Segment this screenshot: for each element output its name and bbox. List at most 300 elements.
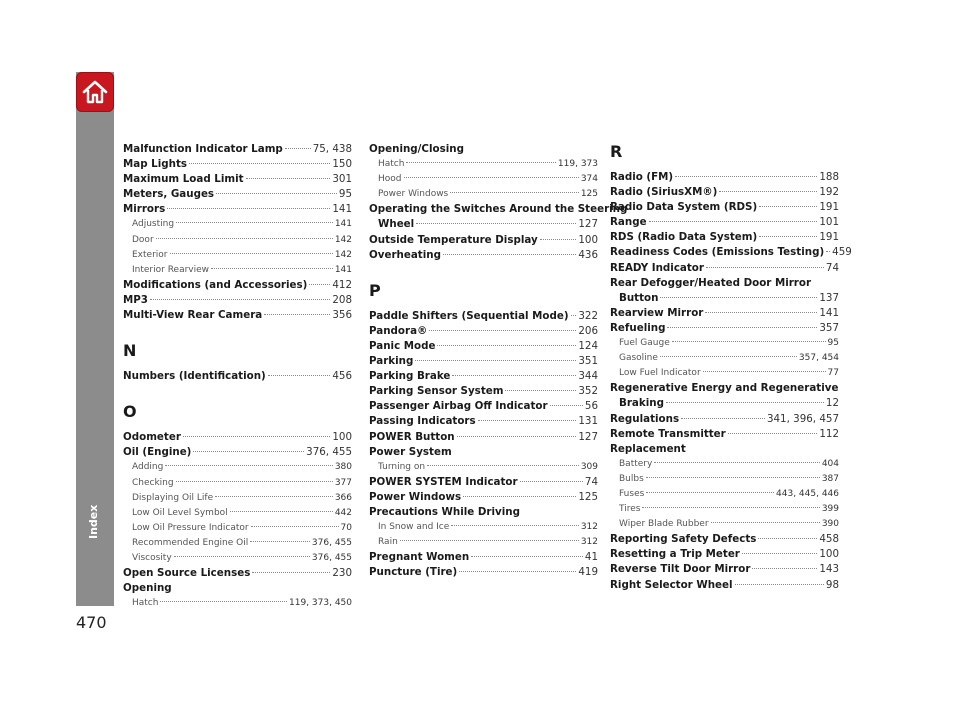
entry-title: Power Windows [378,189,449,200]
entry-title: Multi-View Rear Camera [123,309,263,322]
entry-title: Wiper Blade Rubber [619,519,709,530]
dot-leader [719,191,817,192]
entry-title: Turning on [378,461,426,472]
entry-title: Numbers (Identification) [123,370,266,383]
entry-pages[interactable]: 100 [819,548,839,561]
dot-leader [478,420,577,421]
index-entry[interactable] [369,354,598,369]
entry-pages[interactable]: 74 [584,475,598,488]
dot-leader [735,584,824,585]
entry-pages[interactable]: 376, 455 [306,446,352,459]
dot-leader [666,402,824,403]
index-subentry[interactable] [123,506,352,521]
entry-pages[interactable]: 191 [819,231,839,244]
index-entry[interactable] [610,306,839,321]
entry-pages[interactable]: 142 [334,234,352,245]
dot-leader [452,375,576,376]
dot-leader [654,462,820,463]
dot-leader [230,511,333,512]
entry-pages[interactable]: 125 [580,189,598,200]
entry-title: POWER Button [369,430,455,443]
entry-continuation [610,396,839,411]
index-entry[interactable] [610,200,839,215]
index-subentry[interactable] [123,460,352,475]
dot-leader [443,254,576,255]
dot-leader [211,268,333,269]
entry-pages[interactable]: 141 [819,306,839,319]
dot-leader [672,341,826,342]
entry-title: Hood [378,174,402,185]
entry-group [369,309,598,445]
index-heading: Precautions While Driving [369,505,520,518]
index-entry[interactable] [369,369,598,384]
dot-leader [505,390,576,391]
entry-pages[interactable]: 137 [819,291,839,304]
dot-leader [649,221,818,222]
entry-title: Readiness Codes (Emissions Testing) [610,246,825,259]
index-subentry[interactable] [123,263,352,278]
index-entry[interactable] [610,185,839,200]
entry-pages[interactable]: 301 [332,173,352,186]
dot-leader [246,178,331,179]
entry-pages[interactable]: 192 [819,186,839,199]
entry-title: RDS (Radio Data System) [610,231,758,244]
dot-leader [450,192,579,193]
entry-pages[interactable]: 230 [332,567,352,580]
entry-pages[interactable]: 208 [332,293,352,306]
entry-pages[interactable]: 399 [821,504,839,515]
index-subentry[interactable] [369,187,598,202]
entry-pages[interactable]: 100 [578,233,598,246]
index-entry[interactable] [610,412,839,427]
index-entry[interactable] [123,187,352,202]
index-entry[interactable] [610,215,839,230]
dot-leader [703,371,826,372]
dot-leader [711,522,820,523]
index-subentry[interactable] [610,351,839,366]
entry-pages[interactable]: 380 [334,462,352,473]
entry-group [610,170,852,276]
entry-pages[interactable]: 352 [578,385,598,398]
entry-title: Malfunction Indicator Lamp [123,143,283,155]
index-heading: Operating the Switches Around the Steering [369,203,628,216]
entry-title: Meters, Gauges [123,188,215,201]
entry-pages[interactable]: 387 [821,473,839,484]
dot-leader [826,251,830,252]
index-subentry[interactable] [123,476,352,491]
entry-title: Range [610,216,647,229]
entry-pages[interactable]: 419 [578,566,598,579]
index-entry[interactable] [123,566,352,581]
section-letter: P [369,280,381,300]
entry-title: Exterior [132,249,168,260]
entry-pages[interactable]: 458 [819,533,839,546]
entry-pages[interactable]: 312 [580,537,598,548]
dot-leader [160,601,287,602]
dot-leader [759,236,817,237]
entry-pages[interactable]: 150 [332,158,352,171]
entry-continuation [610,291,839,306]
entry-pages[interactable]: 142 [334,249,352,260]
index-entry[interactable] [369,565,598,580]
entry-pages[interactable]: 131 [578,415,598,428]
dot-leader [404,177,579,178]
index-subentry[interactable] [123,217,352,232]
entry-group [610,532,839,592]
entry-pages[interactable]: 374 [580,174,598,185]
index-entry[interactable] [610,547,839,562]
index-entry[interactable] [610,562,839,577]
entry-pages[interactable]: 436 [578,248,598,261]
entry-group [123,369,352,384]
entry-pages[interactable]: 366 [334,492,352,503]
section-letter: O [123,402,137,422]
index-subentry[interactable] [610,487,839,502]
entry-pages[interactable]: 124 [578,339,598,352]
entry-pages[interactable]: 119, 373, 450 [289,598,352,609]
entry-group [369,550,598,580]
entry-pages[interactable]: 322 [578,309,598,322]
entry-group [610,457,839,532]
dot-leader [251,526,339,527]
entry-pages[interactable]: 356 [332,309,352,322]
index-entry[interactable] [610,578,839,593]
dot-leader [176,222,333,223]
dot-leader [752,568,817,569]
entry-pages[interactable]: 143 [819,563,839,576]
index-entry[interactable] [123,278,352,293]
entry-pages[interactable]: 112 [819,427,839,440]
index-heading: Opening [123,582,172,595]
dot-leader [758,538,817,539]
entry-title: Tires [619,504,641,515]
index-entry[interactable] [123,445,352,460]
dot-leader [309,284,330,285]
entry-title: READY Indicator [610,261,704,274]
index-entry[interactable] [369,430,598,445]
entry-title: Puncture (Tire) [369,566,458,579]
entry-pages[interactable]: 56 [584,400,598,413]
entry-pages[interactable]: 141 [334,219,352,230]
index-entry[interactable] [378,217,598,232]
index-subentry[interactable] [369,157,598,172]
entry-title: Hatch [132,598,159,609]
entry-title: Low Oil Pressure Indicator [132,522,249,533]
entry-pages[interactable]: 377 [334,477,352,488]
index-entry[interactable] [123,293,352,308]
entry-pages[interactable]: 191 [819,201,839,214]
entry-pages[interactable]: 309 [580,461,598,472]
entry-title: Gasoline [619,353,658,364]
index-subentry[interactable] [123,233,352,248]
index-subentry[interactable] [123,248,352,263]
index-entry[interactable] [610,532,839,547]
entry-pages[interactable]: 98 [825,578,839,591]
index-subentry[interactable] [610,502,839,517]
entry-group [610,412,839,442]
dot-leader [176,481,333,482]
entry-pages[interactable]: 456 [332,370,352,383]
dot-leader [642,507,819,508]
entry-title: Radio (FM) [610,171,674,183]
entry-pages[interactable]: 41 [584,551,598,564]
entry-pages[interactable]: 127 [578,218,598,231]
entry-title: Hatch [378,159,405,170]
entry-pages[interactable]: 77 [827,368,839,379]
entry-pages[interactable]: 412 [332,278,352,291]
entry-title: Wheel [378,218,415,231]
entry-title: Refueling [610,321,666,334]
index-entry[interactable] [123,369,352,384]
entry-pages[interactable]: 459 [832,246,852,259]
index-subentry[interactable] [369,520,598,535]
entry-pages[interactable]: 351 [578,355,598,368]
entry-pages[interactable]: 119, 373 [557,159,598,170]
entry-group [369,460,598,475]
index-entry[interactable] [369,324,598,339]
entry-pages[interactable]: 376, 455 [311,537,352,548]
index-entry[interactable] [123,172,352,187]
entry-title: Parking [369,355,414,368]
entry-pages[interactable]: 141 [334,264,352,275]
dot-leader [660,356,797,357]
entry-title: Overheating [369,248,441,261]
index-entry[interactable] [123,308,352,323]
entry-title: Resetting a Trip Meter [610,548,740,561]
entry-title: POWER SYSTEM Indicator [369,475,518,488]
index-subentry[interactable] [610,457,839,472]
section-label: Index [87,504,100,540]
entry-pages[interactable]: 443, 445, 446 [776,488,839,499]
entry-title: Recommended Engine Oil [132,537,249,548]
index-subentry[interactable] [610,517,839,532]
entry-title: Outside Temperature Display [369,233,538,246]
dot-leader [437,345,576,346]
index-subentry[interactable] [610,472,839,487]
entry-title: Rain [378,537,398,548]
entry-group [610,306,839,381]
entry-title: Right Selector Wheel [610,578,733,591]
dot-leader [675,176,817,177]
index-subentry[interactable] [123,536,352,551]
dot-leader [406,162,555,163]
index-entry[interactable] [610,261,839,276]
dot-leader [189,163,330,164]
index-entry[interactable] [369,233,598,248]
entry-pages[interactable]: 95 [338,188,352,201]
entry-pages[interactable]: 188 [819,171,839,183]
dot-leader [170,253,333,254]
entry-title: Parking Brake [369,370,451,383]
dot-leader [457,436,577,437]
index-entry[interactable] [619,396,839,411]
index-entry[interactable] [610,245,852,260]
entry-pages[interactable]: 75, 438 [312,143,352,155]
dot-leader [167,208,330,209]
dot-leader [660,297,817,298]
entry-pages[interactable]: 141 [332,203,352,216]
index-heading: Regenerative Energy and Regenerative [610,382,839,395]
entry-title: Adjusting [132,219,175,230]
entry-pages[interactable]: 206 [578,324,598,337]
index-entry[interactable] [369,248,598,263]
entry-pages[interactable]: 74 [825,261,839,274]
entry-title: Remote Transmitter [610,427,726,440]
index-entry[interactable] [123,142,352,157]
entry-pages[interactable]: 95 [827,338,839,349]
entry-group [369,233,598,263]
entry-pages[interactable]: 12 [825,397,839,410]
entry-group [369,520,598,550]
entry-title: Open Source Licenses [123,567,251,580]
entry-group [123,596,352,611]
dot-leader [471,556,583,557]
index-column-3 [610,142,852,593]
dot-leader [742,553,817,554]
dot-leader [728,433,818,434]
dot-leader [165,465,332,466]
dot-leader [285,148,311,149]
entry-pages[interactable]: 341, 396, 457 [766,412,839,425]
dot-leader [451,525,579,526]
dot-leader [416,223,576,224]
index-entry[interactable] [369,550,598,565]
index-entry[interactable] [610,230,839,245]
entry-title: Odometer [123,431,181,444]
index-heading: Opening/Closing [369,143,464,155]
index-entry[interactable] [123,157,352,172]
entry-pages[interactable]: 100 [332,431,352,444]
entry-title: Checking [132,477,174,488]
home-button[interactable] [76,72,114,112]
dot-leader [646,492,774,493]
entry-title: Fuel Gauge [619,338,670,349]
index-entry[interactable] [369,490,598,505]
index-subentry[interactable] [369,535,598,550]
entry-title: Regulations [610,412,680,425]
dot-leader [520,481,583,482]
entry-title: Button [619,291,659,304]
index-subentry[interactable] [123,491,352,506]
index-entry[interactable] [123,430,352,445]
entry-title: Fuses [619,488,645,499]
index-heading: Replacement [610,442,686,455]
index-entry[interactable] [369,414,598,429]
entry-pages[interactable]: 390 [821,519,839,530]
index-entry[interactable] [610,321,839,336]
index-subentry[interactable] [369,460,598,475]
entry-title: Passenger Airbag Off Indicator [369,400,548,413]
dot-leader [681,418,765,419]
dot-leader [646,477,820,478]
index-entry[interactable] [369,339,598,354]
entry-title: Maximum Load Limit [123,173,244,186]
index-entry[interactable] [369,384,598,399]
dot-leader [216,193,337,194]
entry-title: Map Lights [123,158,187,171]
dot-leader [667,327,817,328]
entry-title: Modifications (and Accessories) [123,278,308,291]
entry-title: Pregnant Women [369,551,470,564]
entry-title: Mirrors [123,203,166,216]
section-letter: R [610,142,623,161]
entry-title: Displaying Oil Life [132,492,214,503]
entry-pages[interactable]: 357 [819,321,839,334]
section-letter: N [123,341,137,361]
dot-leader [150,299,330,300]
dot-leader [706,267,824,268]
entry-group [123,430,352,581]
entry-pages[interactable]: 376, 455 [311,552,352,563]
index-entry[interactable] [619,291,839,306]
index-entry[interactable] [369,309,598,324]
dot-leader [264,314,330,315]
index-subentry[interactable] [610,336,839,351]
entry-title: Rearview Mirror [610,306,704,319]
entry-title: Bulbs [619,473,644,484]
index-entry[interactable] [610,170,839,185]
index-subentry[interactable] [123,521,352,536]
dot-leader [183,436,330,437]
entry-title: Reporting Safety Defects [610,533,757,546]
entry-title: Passing Indicators [369,415,476,428]
entry-pages[interactable]: 125 [578,490,598,503]
index-entry[interactable] [610,427,839,442]
entry-title: Radio (SiriusXM®) [610,186,718,199]
entry-title: Power Windows [369,490,462,503]
entry-title: Oil (Engine) [123,446,192,459]
index-subentry[interactable] [123,596,352,611]
dot-leader [252,572,330,573]
dot-leader [759,206,817,207]
entry-pages[interactable]: 344 [578,370,598,383]
dot-leader [415,360,576,361]
entry-title: MP3 [123,293,148,306]
index-entry[interactable] [369,475,598,490]
index-subentry[interactable] [123,551,352,566]
index-heading: Power System [369,445,452,458]
entry-title: Low Fuel Indicator [619,368,701,379]
entry-title: Battery [619,458,653,469]
entry-pages[interactable]: 70 [340,522,352,533]
dot-leader [215,496,333,497]
entry-title: Interior Rearview [132,264,210,275]
entry-pages[interactable]: 357, 454 [798,353,839,364]
dot-leader [156,238,333,239]
index-column-1 [123,142,352,611]
entry-title: Reverse Tilt Door Mirror [610,563,751,576]
entry-title: Low Oil Level Symbol [132,507,228,518]
entry-title: Parking Sensor System [369,385,504,398]
entry-title: Panic Mode [369,339,436,352]
index-subentry[interactable] [610,366,839,381]
entry-pages[interactable]: 312 [580,522,598,533]
entry-group [369,475,598,505]
entry-title: Pandora® [369,324,428,337]
entry-pages[interactable]: 404 [821,458,839,469]
entry-pages[interactable]: 442 [334,507,352,518]
entry-pages[interactable]: 127 [578,430,598,443]
index-entry[interactable] [369,399,598,414]
entry-title: Braking [619,397,664,410]
index-subentry[interactable] [369,172,598,187]
entry-group [123,142,352,323]
dot-leader [193,451,304,452]
entry-pages[interactable]: 101 [819,216,839,229]
dot-leader [459,571,576,572]
index-entry[interactable] [123,202,352,217]
entry-title: Paddle Shifters (Sequential Mode) [369,309,569,322]
